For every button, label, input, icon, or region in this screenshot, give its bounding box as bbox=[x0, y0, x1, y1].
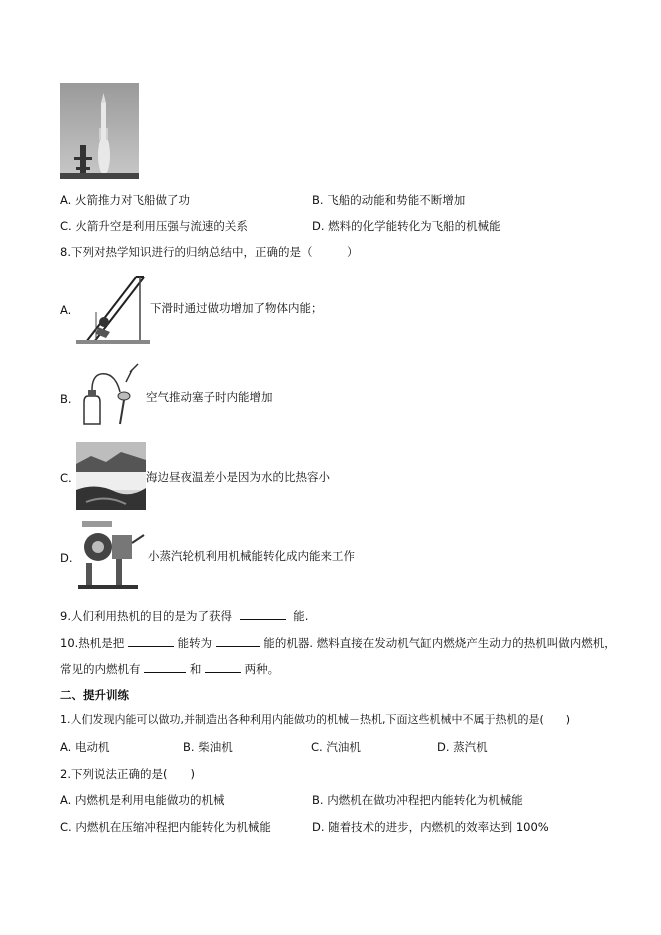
s2q2-option-d: D. 随着技术的进步，内燃机的效率达到 100% bbox=[312, 820, 549, 834]
q10-blank-4[interactable] bbox=[205, 660, 241, 673]
q10-part-3: 能的机器. 燃料直接在发动机气缸内燃烧产生动力的热机叫做内燃机， bbox=[263, 636, 616, 650]
q10-part-6: 两种。 bbox=[244, 662, 280, 676]
q10-blank-2[interactable] bbox=[216, 634, 260, 647]
s2q2-stem: 2.下列说法正确的是( ) bbox=[60, 767, 195, 781]
q8-option-a-letter: A. bbox=[60, 303, 72, 317]
q9-line bbox=[60, 607, 308, 624]
q10-line-1 bbox=[60, 634, 616, 651]
q7-option-b: B. 飞船的动能和势能不断增加 bbox=[312, 193, 466, 207]
seaside-image bbox=[76, 442, 146, 510]
q7-option-a: A. 火箭推力对飞船做了功 bbox=[60, 193, 190, 207]
s2q1-stem: 1.人们发现内能可以做功,并制造出各种利用内能做功的机械－热机,下面这些机械中不属于热机的是( ) bbox=[60, 713, 571, 726]
q8-option-b-letter: B. bbox=[60, 392, 72, 406]
s2q1-option-b: B. 柴油机 bbox=[183, 740, 233, 754]
q10-part-2: 能转为 bbox=[177, 636, 213, 650]
q8-option-c-letter: C. bbox=[60, 471, 72, 485]
q8-option-d-text: 小蒸汽轮机利用机械能转化成内能来工作 bbox=[148, 549, 355, 563]
q10-part-5: 和 bbox=[189, 662, 202, 676]
steam-turbine-image bbox=[76, 515, 148, 591]
q8-stem: 8.下列对热学知识进行的归纳总结中，正确的是（ ） bbox=[60, 245, 359, 259]
q8-option-d-letter: D. bbox=[60, 551, 73, 565]
q9-text-after: 能. bbox=[293, 609, 309, 623]
s2q1-option-a: A. 电动机 bbox=[60, 740, 110, 754]
flask-stopper-image bbox=[76, 362, 146, 428]
q8-option-b-text: 空气推动塞子时内能增加 bbox=[146, 390, 273, 404]
q10-line-2 bbox=[60, 660, 279, 677]
section-title: 二、提升训练 bbox=[60, 688, 129, 702]
q10-blank-3[interactable] bbox=[144, 660, 186, 673]
s2q2-option-a: A. 内燃机是利用电能做功的机械 bbox=[60, 793, 225, 807]
q9-blank[interactable] bbox=[240, 607, 286, 620]
q8-option-a-text: 下滑时通过做功增加了物体内能； bbox=[150, 301, 323, 315]
q10-part-4: 常见的内燃机有 bbox=[60, 662, 141, 676]
slide-image bbox=[76, 272, 150, 344]
q10-part-1: 10.热机是把 bbox=[60, 636, 125, 650]
s2q1-option-d: D. 蒸汽机 bbox=[437, 740, 488, 754]
q10-blank-1[interactable] bbox=[128, 634, 174, 647]
q8-option-c-text: 海边昼夜温差小是因为水的比热容小 bbox=[146, 470, 330, 484]
s2q2-option-b: B. 内燃机在做功冲程把内能转化为机械能 bbox=[312, 793, 523, 807]
q9-text-before: 9.人们利用热机的目的是为了获得 bbox=[60, 609, 232, 623]
q7-option-c: C. 火箭升空是利用压强与流速的关系 bbox=[60, 219, 248, 233]
q7-option-d: D. 燃料的化学能转化为飞船的机械能 bbox=[312, 219, 501, 233]
rocket-launch-image bbox=[60, 83, 139, 179]
s2q1-option-c: C. 汽油机 bbox=[311, 740, 361, 754]
s2q2-option-c: C. 内燃机在压缩冲程把内能转化为机械能 bbox=[60, 820, 271, 834]
